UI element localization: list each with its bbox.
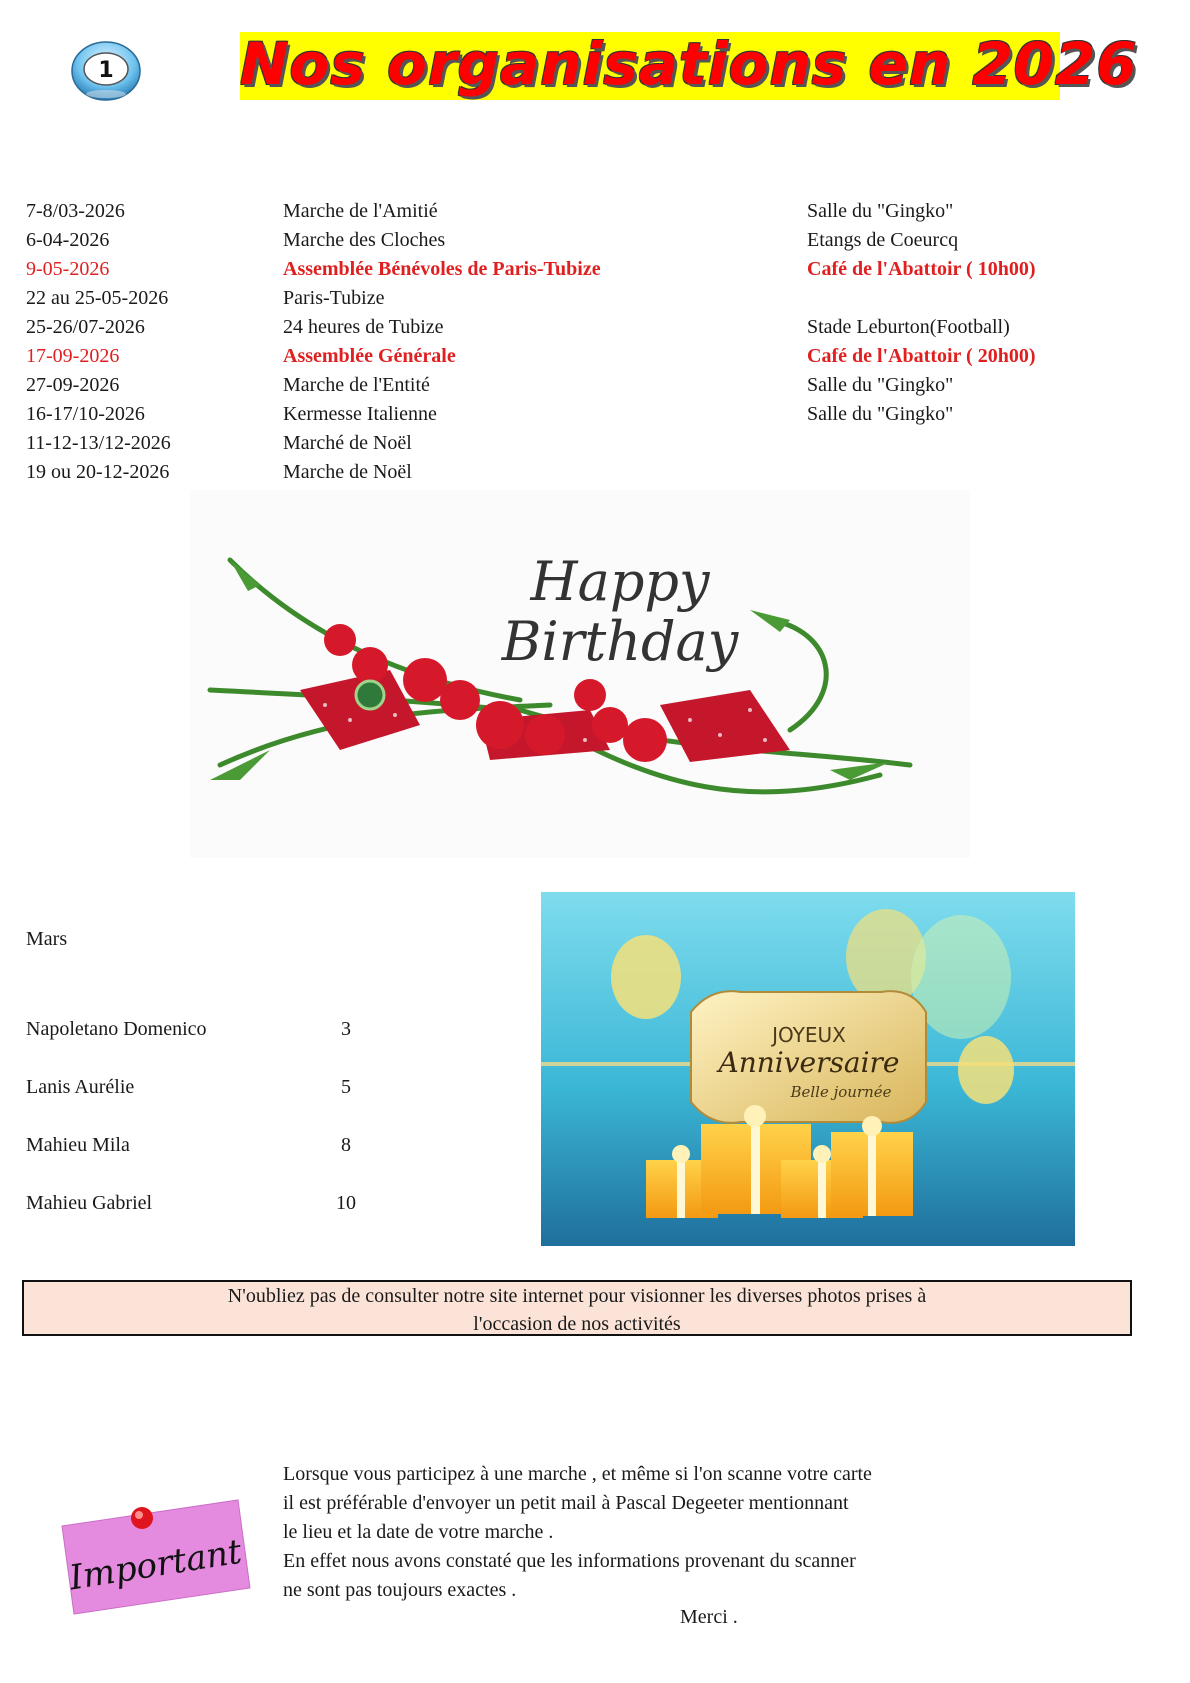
- event-row: [0, 342, 1190, 371]
- belle-journee-text: Belle journée: [790, 1083, 892, 1101]
- event-date: 7-8/03-2026: [26, 200, 125, 222]
- message-line: le lieu et la date de votre marche .: [283, 1521, 554, 1543]
- event-place: Salle du "Gingko": [807, 200, 954, 222]
- event-row: [0, 313, 1190, 342]
- event-name: Marche des Cloches: [283, 229, 446, 251]
- message-line: ne sont pas toujours exactes .: [283, 1579, 517, 1601]
- event-row: [0, 429, 1190, 458]
- event-place: Etangs de Coeurcq: [807, 229, 959, 251]
- joyeux-text: JOYEUX: [772, 1023, 846, 1047]
- event-place: Café de l'Abattoir ( 10h00): [807, 258, 1036, 280]
- event-row: [0, 458, 1190, 487]
- event-name: Marche de Noël: [283, 461, 412, 483]
- birthday-day: 8: [341, 1134, 351, 1156]
- event-name: Marché de Noël: [283, 432, 412, 454]
- birthday-month: Mars: [26, 928, 68, 950]
- event-place: Salle du "Gingko": [807, 374, 954, 396]
- event-name: Marche de l'Amitié: [283, 200, 438, 222]
- notice-line-1: N'oubliez pas de consulter notre site internet pour visionner les diverses photos prises à: [227, 1285, 927, 1307]
- happy-birthday-image: [190, 490, 970, 858]
- event-date: 16-17/10-2026: [26, 403, 145, 425]
- event-row: [0, 284, 1190, 313]
- event-date: 19 ou 20-12-2026: [26, 461, 170, 483]
- event-name: Paris-Tubize: [283, 287, 385, 309]
- birthday-row: [0, 1072, 400, 1102]
- event-name: Assemblée Bénévoles de Paris-Tubize: [283, 258, 601, 280]
- event-name: 24 heures de Tubize: [283, 316, 444, 338]
- event-place: Café de l'Abattoir ( 20h00): [807, 345, 1036, 367]
- birthday-row: [0, 1130, 400, 1160]
- important-label: Important: [66, 1531, 245, 1599]
- badge-number: 1: [98, 58, 114, 83]
- event-name: Kermesse Italienne: [283, 403, 437, 425]
- page-title: Nos organisations en 2026: [240, 30, 1138, 98]
- birthday-day: 10: [336, 1192, 356, 1214]
- joyeux-anniversaire-image: [541, 892, 1075, 1246]
- event-row: [0, 400, 1190, 429]
- important-message: [283, 1460, 983, 1605]
- event-date: 25-26/07-2026: [26, 316, 145, 338]
- birthday-name: Lanis Aurélie: [26, 1076, 135, 1098]
- message-line: En effet nous avons constaté que les informations provenant du scanner: [283, 1550, 856, 1572]
- event-row: [0, 255, 1190, 284]
- notice-line-2: l'occasion de nos activités: [473, 1313, 681, 1335]
- important-note-icon: [56, 1498, 252, 1616]
- event-date: 6-04-2026: [26, 229, 110, 251]
- event-date: 9-05-2026: [26, 258, 110, 280]
- event-row: [0, 371, 1190, 400]
- event-place: Stade Leburton(Football): [807, 316, 1010, 338]
- happy-text: Happy: [530, 550, 710, 613]
- birthday-name: Mahieu Gabriel: [26, 1192, 153, 1214]
- birthday-day: 5: [341, 1076, 351, 1098]
- message-line: Lorsque vous participez à une marche , et même si l'on scanne votre carte: [283, 1463, 872, 1485]
- event-place: Salle du "Gingko": [807, 403, 954, 425]
- event-row: [0, 226, 1190, 255]
- birthday-name: Mahieu Mila: [26, 1134, 130, 1156]
- birthday-row: [0, 1188, 400, 1218]
- event-date: 22 au 25-05-2026: [26, 287, 169, 309]
- birthday-name: Napoletano Domenico: [26, 1018, 207, 1040]
- event-date: 27-09-2026: [26, 374, 120, 396]
- birthday-row: [0, 1014, 400, 1044]
- event-name: Assemblée Générale: [283, 345, 456, 367]
- birthday-day: 3: [341, 1018, 351, 1040]
- website-notice: [22, 1280, 1132, 1336]
- event-date: 17-09-2026: [26, 345, 120, 367]
- thanks-text: Merci .: [680, 1606, 738, 1628]
- event-date: 11-12-13/12-2026: [26, 432, 171, 454]
- event-name: Marche de l'Entité: [283, 374, 430, 396]
- birthday-text: Birthday: [501, 610, 739, 673]
- event-row: [0, 197, 1190, 226]
- number-badge-icon: [70, 38, 142, 104]
- message-line: il est préférable d'envoyer un petit mail à Pascal Degeeter mentionnant: [283, 1492, 849, 1514]
- anniversaire-text: Anniversaire: [718, 1046, 900, 1079]
